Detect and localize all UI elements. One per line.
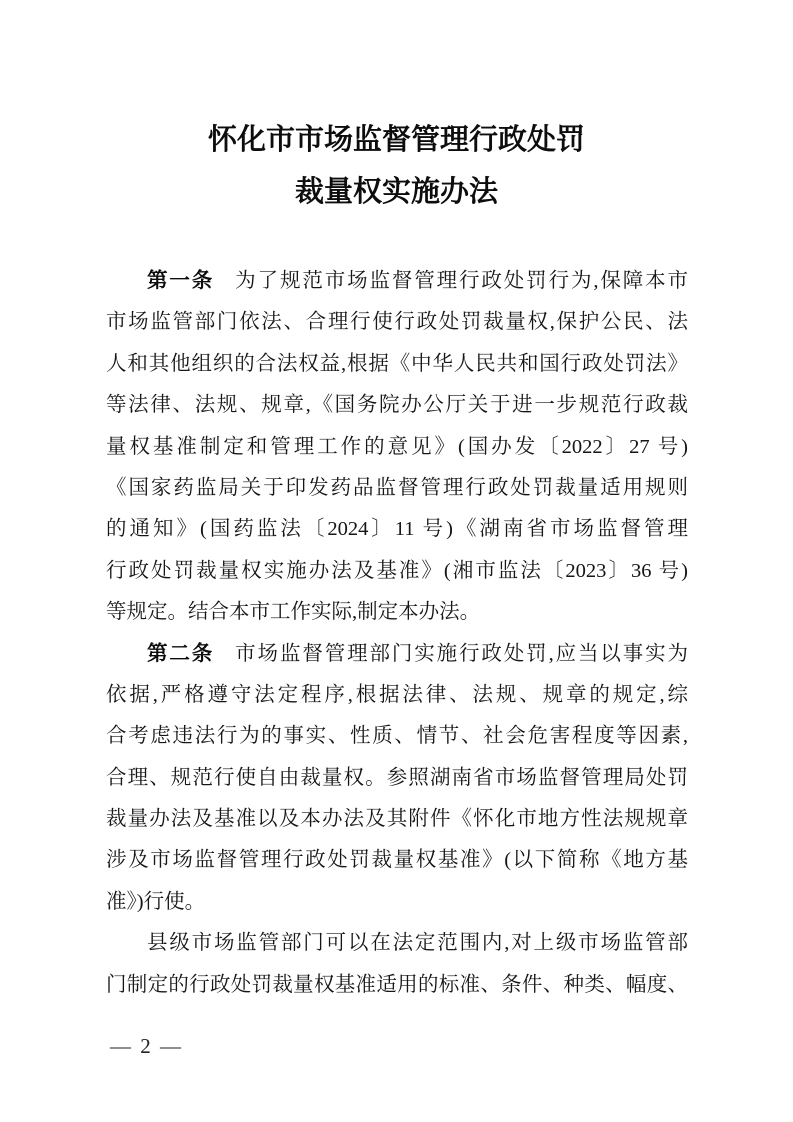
body-line [106,427,688,468]
line-text: 合考虑违法行为的事实、性质、情节、社会危害程度等因素, [106,725,688,748]
body-line [106,344,688,385]
line-text: 《国家药监局关于印发药品监督管理行政处罚裁量适用规则 [106,476,688,499]
body-line [106,468,688,509]
line-text: 人和其他组织的合法权益,根据《中华人民共和国行政处罚法》 [106,352,688,375]
line-text: 依据,严格遵守法定程序,根据法律、法规、规章的规定,综 [106,683,688,706]
body-line [106,923,688,964]
body-line [106,551,688,592]
line-text: 市场监督管理部门实施行政处罚,应当以事实为 [235,642,689,665]
body-line [106,799,688,840]
body-line [106,592,688,633]
body-line [106,840,688,881]
article-1-label: 第一条 [147,270,215,292]
body-line [106,882,688,923]
line-text: 市场监管部门依法、合理行使行政处罚裁量权,保护公民、法 [106,311,688,334]
line-text: 等规定。结合本市工作实际,制定本办法。 [106,601,481,624]
line-text: 门制定的行政处罚裁量权基准适用的标准、条件、种类、幅度、 [106,973,688,996]
line-text: 等法律、法规、规章,《国务院办公厅关于进一步规范行政裁 [106,394,688,417]
line-text: 县级市场监管部门可以在法定范围内,对上级市场监管部 [147,932,688,955]
line-text: 合理、规范行使自由裁量权。参照湖南省市场监督管理局处罚 [106,766,688,789]
body-line [106,675,688,716]
line-text: 行政处罚裁量权实施办法及基准》(湘市监法〔2023〕36 号) [106,559,688,582]
page-number: — 2 — [110,1034,183,1058]
body-line [106,758,688,799]
document-title [0,114,793,218]
body-line [106,634,688,675]
line-text: 的通知》(国药监法〔2024〕11 号)《湖南省市场监督管理 [106,518,688,541]
article-2-label: 第二条 [147,642,215,665]
line-text: 裁量办法及基准以及本办法及其附件《怀化市地方性法规规章 [106,808,688,831]
body-line [106,965,688,1006]
line-text: 量权基准制定和管理工作的意见》(国办发〔2022〕27 号) [106,435,688,458]
body-line [106,261,688,302]
title-line-1: 怀化市市场监督管理行政处罚 [207,124,585,156]
body-line [106,509,688,550]
body-line [106,716,688,757]
line-text: 涉及市场监督管理行政处罚裁量权基准》(以下简称《地方基 [106,849,688,872]
body-line [106,302,688,343]
title-line-2: 裁量权实施办法 [294,176,498,208]
line-text: 准》)行使。 [106,890,206,913]
document-body [106,261,688,1006]
body-line [106,385,688,426]
line-text: 为了规范市场监督管理行政处罚行为,保障本市 [235,270,689,292]
